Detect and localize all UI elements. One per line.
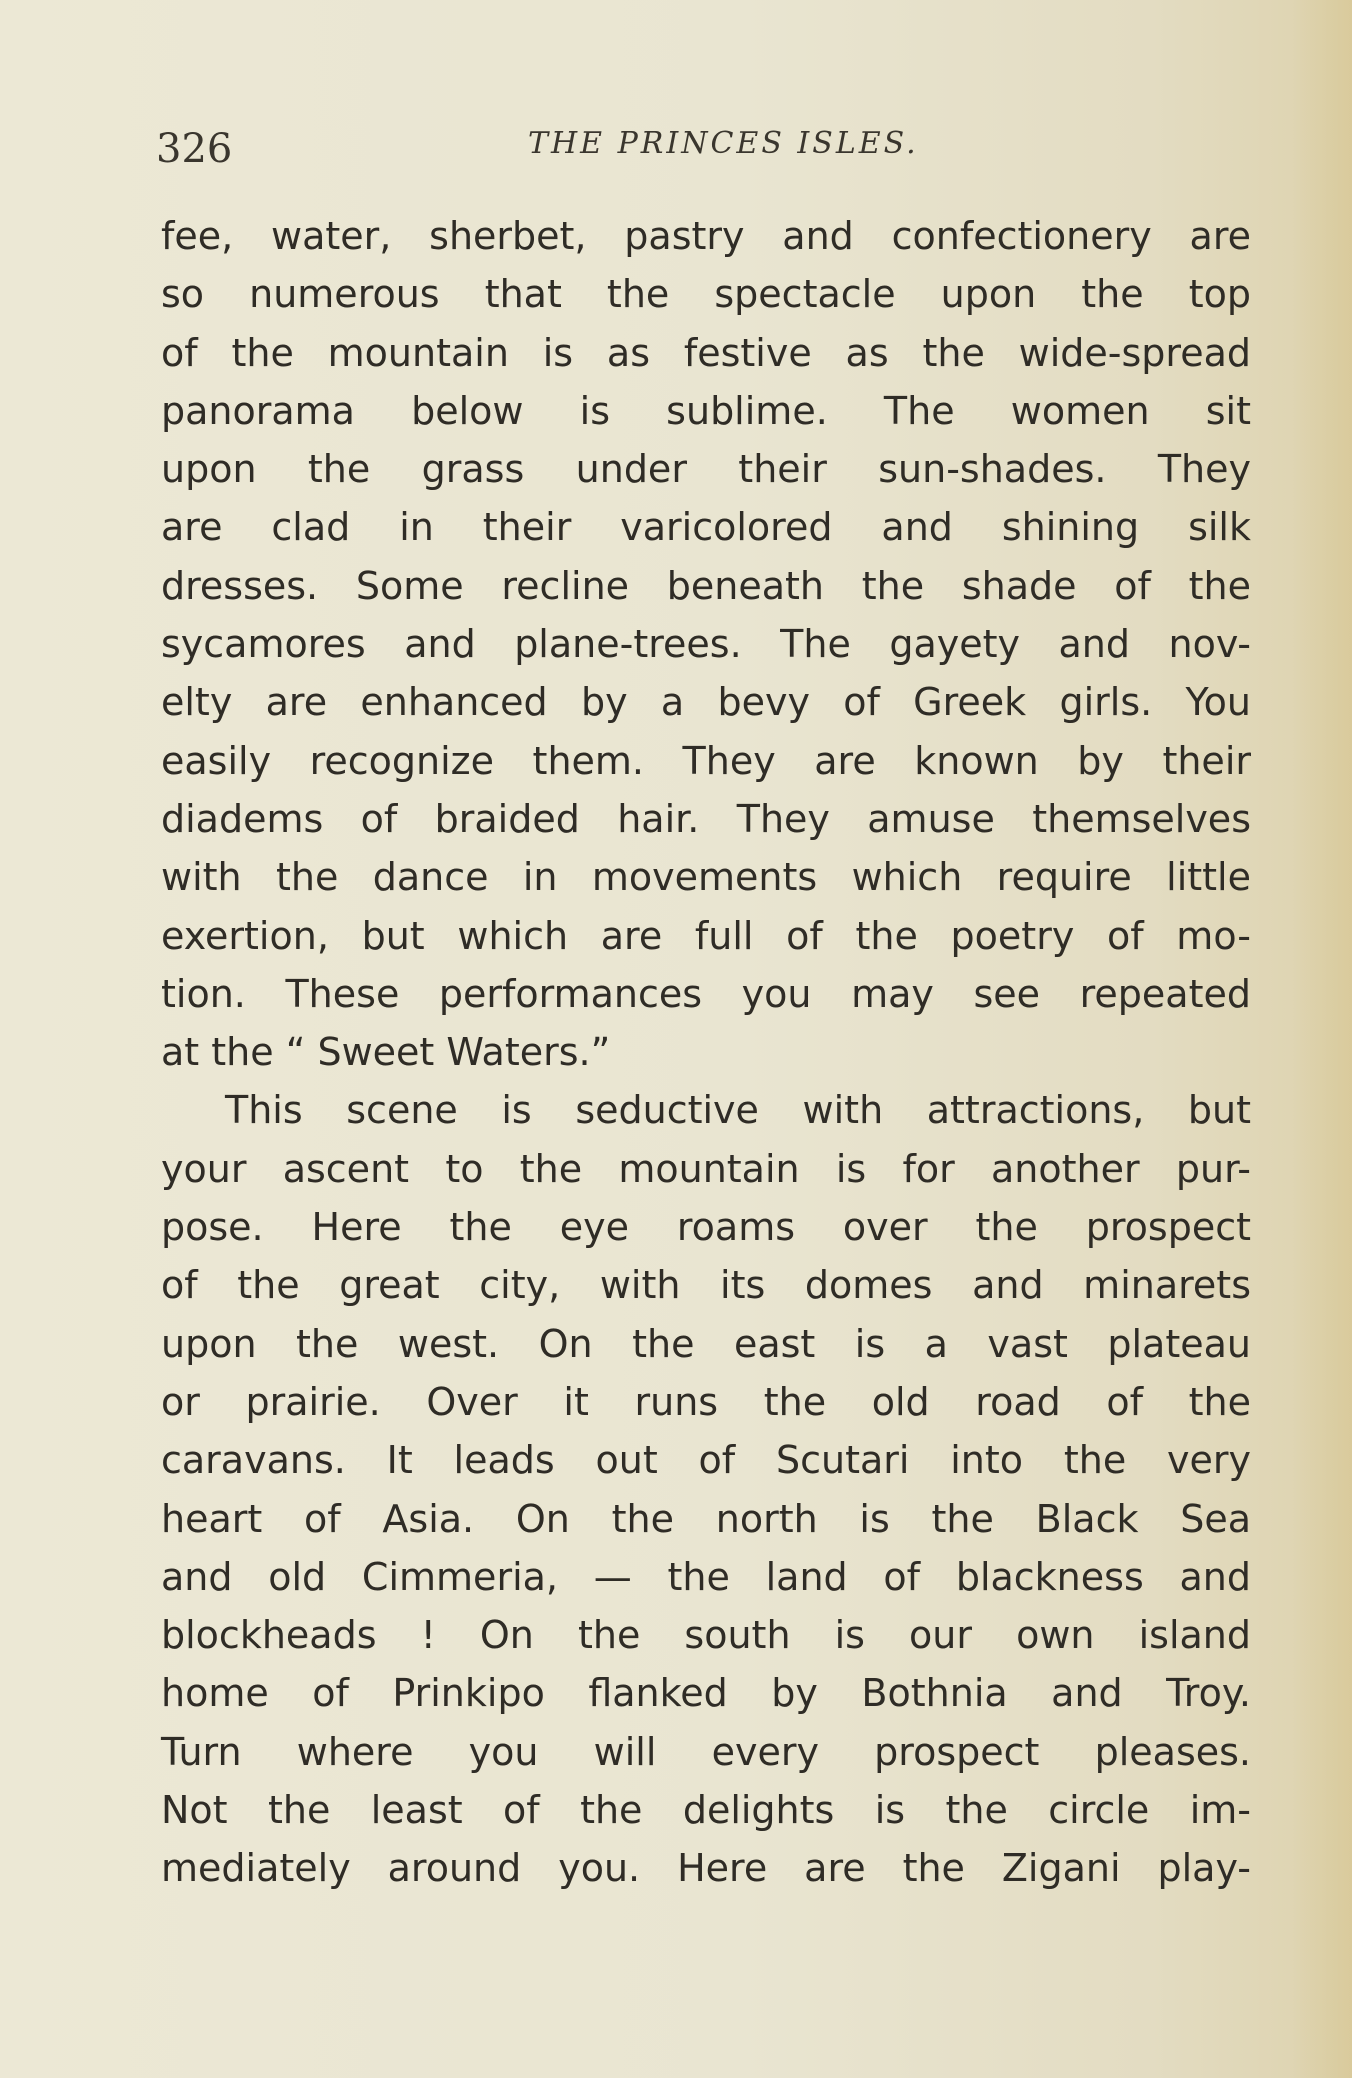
text-line: are clad in their varicolored and shining silk [161,505,1251,550]
text-line: home of Prinkipo flanked by Bothnia and Troy. [161,1671,1251,1716]
text-line: of the great city, with its domes and minarets [161,1263,1251,1308]
text-line: sycamores and plane-trees. The gayety and nov- [161,622,1251,667]
text-line: upon the grass under their sun-shades. They [161,447,1251,492]
text-line: mediately around you. Here are the Zigani play- [161,1846,1251,1891]
text-line: and old Cimmeria, — the land of blackness and [161,1554,1251,1599]
text-line: diadems of braided hair. They amuse themselves [161,796,1251,841]
text-line: elty are enhanced by a bevy of Greek girls. You [161,680,1251,725]
text-line: caravans. It leads out of Scutari into the very [161,1438,1251,1483]
text-line: Turn where you will every prospect pleases. [161,1729,1251,1774]
text-line: at the “ Sweet Waters.” [161,1030,611,1075]
page-header [0,120,1352,180]
text-line: upon the west. On the east is a vast plateau [161,1321,1251,1366]
text-line: blockheads ! On the south is our own island [161,1613,1251,1658]
text-line: pose. Here the eye roams over the prospect [161,1205,1251,1250]
page-edge-shadow [1292,0,1352,2078]
body-text [161,207,1251,1898]
running-head: THE PRINCES ISLES. [528,126,919,161]
text-line: This scene is seductive with attractions, but [225,1088,1251,1133]
text-line: or prairie. Over it runs the old road of the [161,1379,1251,1424]
text-line: Not the least of the delights is the circle im- [161,1788,1251,1833]
text-line: so numerous that the spectacle upon the top [161,272,1251,317]
text-line: of the mountain is as festive as the wide-spread [161,330,1251,375]
text-line: tion. These performances you may see repeated [161,971,1251,1016]
text-line: exertion, but which are full of the poetry of mo- [161,913,1251,958]
text-line: easily recognize them. They are known by their [161,738,1251,783]
text-line: panorama below is sublime. The women sit [161,388,1251,433]
text-line: with the dance in movements which require little [161,855,1251,900]
text-line: fee, water, sherbet, pastry and confectionery are [161,214,1251,258]
page-number: 326 [156,126,233,172]
text-line: dresses. Some recline beneath the shade of the [161,563,1251,608]
text-line: your ascent to the mountain is for another pur- [161,1146,1251,1191]
text-line: heart of Asia. On the north is the Black Sea [161,1496,1251,1541]
